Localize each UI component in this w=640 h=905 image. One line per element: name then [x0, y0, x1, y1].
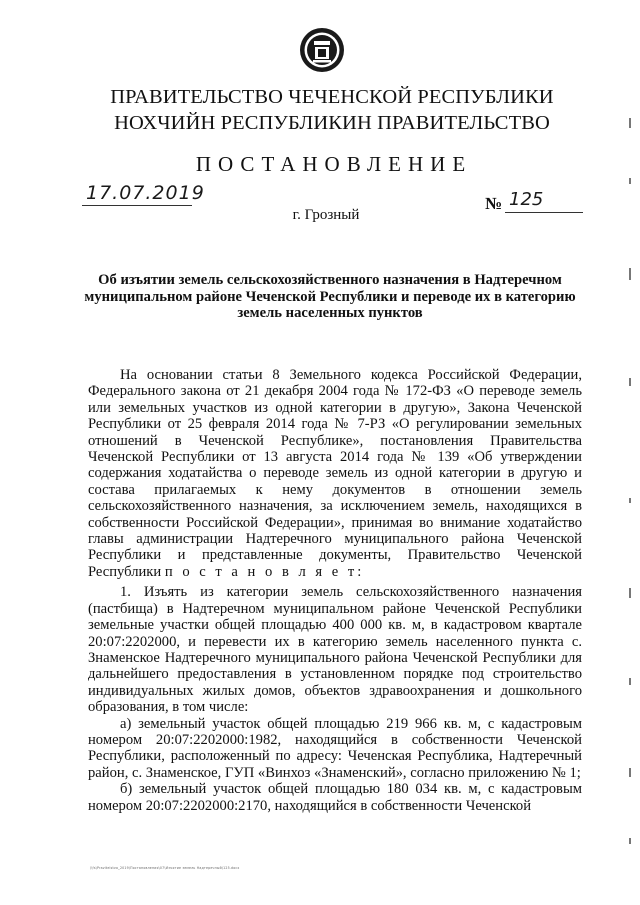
- city-name: г. Грозный: [292, 207, 360, 223]
- preamble-text: На основании статьи 8 Земельного кодекса Российской Федерации, Федерального закона от 21 декабря 2004 года № 172-ФЗ «О переводе земель или земельных участков из одной категории в другую», Закона Чеченской Республики от 25 февраля 2014 года № 7-РЗ «О регулировании земельных отношений в Чеченской Республике», постановления Правительства Чеченской Республики от 13 августа 2014 года № 139 «Об утверждении содержания ходатайства о переводе земель из одной категории в другую и состава прилагаемых к нему документов в отношении земель сельскохозяйственного назначения, за исключением земель, находящихся в собственности Российской Федерации», принимая во внимание ходатайство главы администрации Надтеречного муниципального района Чеченской Республики и представленные документы, Правительство Чеченской Республики: [88, 367, 582, 580]
- resolves-phrase: п о с т а н о в л я е т:: [164, 563, 365, 580]
- document-type-title: ПОСТАНОВЛЕНИЕ: [195, 152, 473, 176]
- preamble-paragraph: [88, 367, 582, 580]
- item-1a-paragraph: а) земельный участок общей площадью 219 966 кв. м, с кадастровым номером 20:07:2202000:1982, находящийся в собственности Чеченской Республики, расположенный по адресу: Чеченская Республика, Надтеречный район, с. Знаменское, ГУП «Винхоз «Знаменский», согласно приложению № 1;: [88, 715, 582, 781]
- item-1-paragraph: 1. Изъять из категории земель сельскохозяйственного назначения (пастбища) в Надтеречном муниципальном районе Чеченской Республики земельные участки общей площадью 400 000 кв. м, в кадастровом квартале 20:07:2202000, и перевести их в категорию земель населенного пункта с. Знаменское Надтеречного муниципального района Чеченской Республики для дальнейшего предоставления в установленном порядке под строительство индивидуальных жилых домов, объектов здравоохранения и дошкольного образования, в том числе:: [88, 584, 582, 716]
- file-path-footer: \\fs\Pravitelstvo_2019\Постановления\07\Изъятие земель Надтеречный\125.docx: [90, 866, 240, 870]
- coat-of-arms-icon: [299, 27, 345, 73]
- decree-subject: Об изъятии земель сельскохозяйственного назначения в Надтеречном муниципальном районе Чеченской Республики и переводе их в категорию земель населенных пунктов: [84, 272, 576, 321]
- date-underline: [82, 205, 192, 206]
- item-1b-paragraph: б) земельный участок общей площадью 180 034 кв. м, с кадастровым номером 20:07:2202000:2170, находящийся в собственности Чеченской: [88, 781, 582, 814]
- handwritten-date: 17.07.2019: [86, 182, 205, 204]
- number-label: №: [485, 194, 503, 213]
- government-name-ru: ПРАВИТЕЛЬСТВО ЧЕЧЕНСКОЙ РЕСПУБЛИКИ: [110, 86, 554, 108]
- scan-edge-marks: [629, 118, 632, 858]
- decree-body: [88, 367, 582, 814]
- handwritten-number: 125: [509, 189, 544, 210]
- government-name-ce: НОХЧИЙН РЕСПУБЛИКИН ПРАВИТЕЛЬСТВО: [114, 112, 550, 134]
